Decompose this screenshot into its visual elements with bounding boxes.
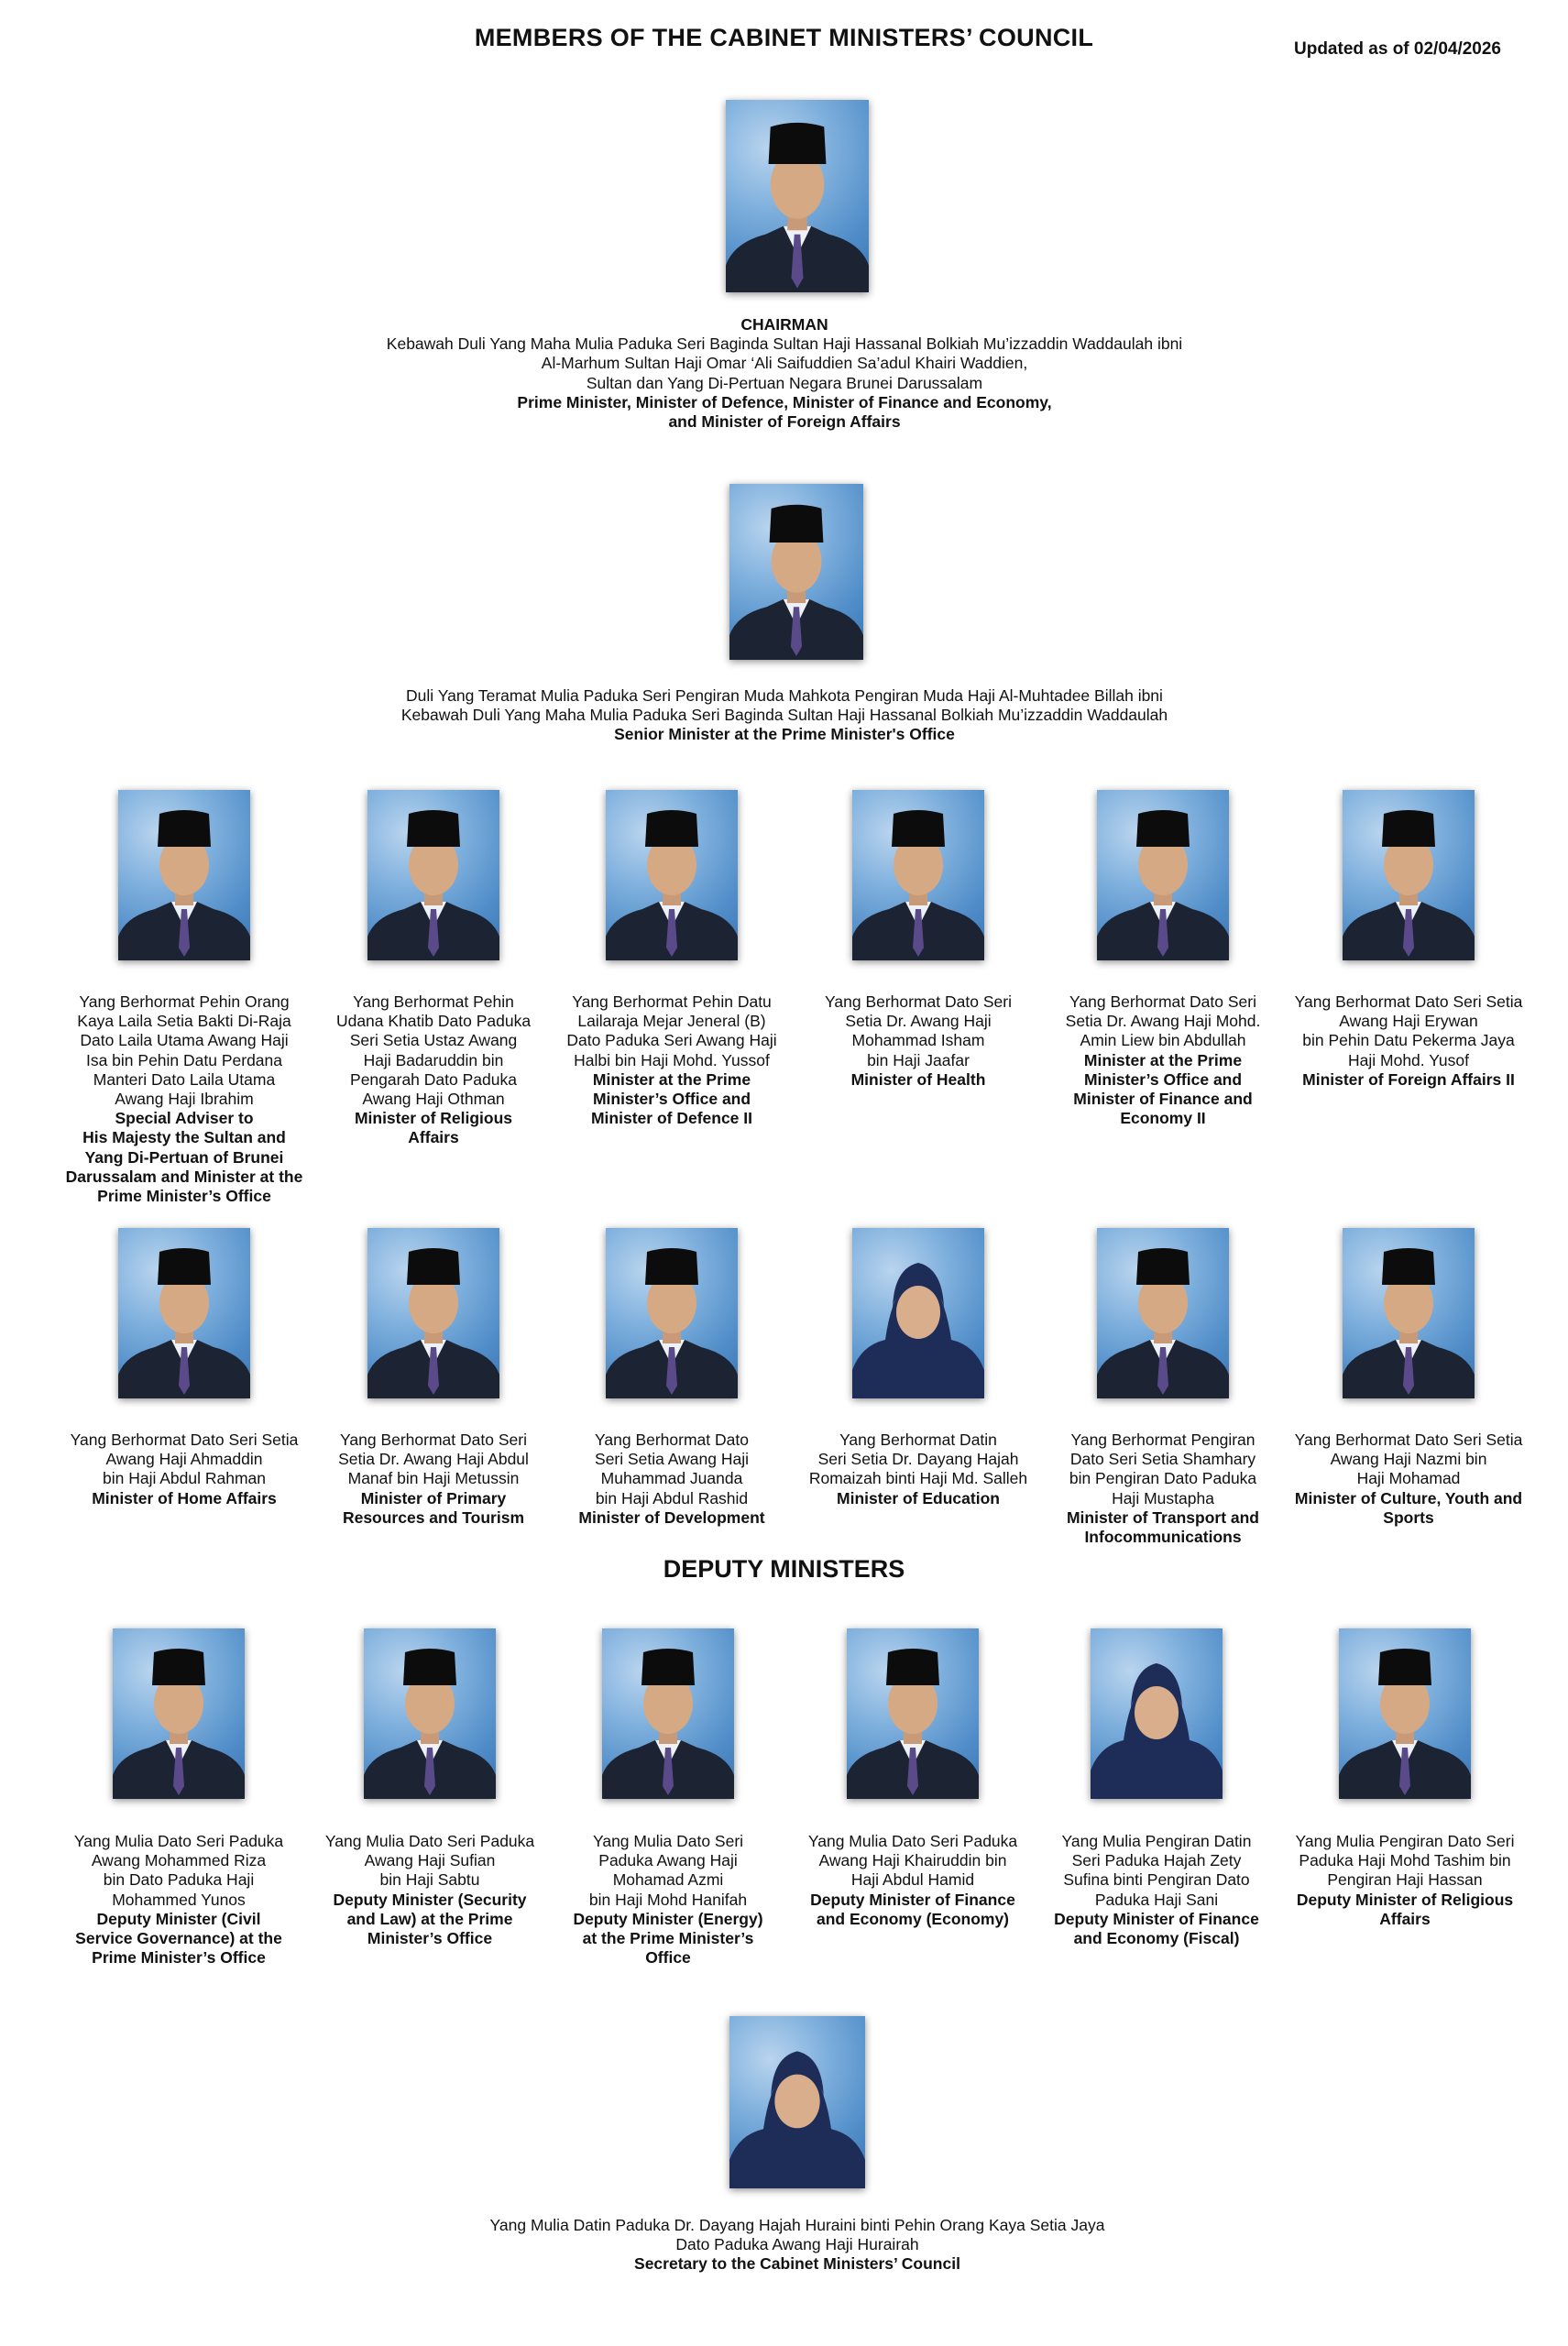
deputy-portrait xyxy=(113,1628,245,1799)
deputy-name: Yang Mulia Dato Seri Paduka Awang Haji Khairuddin bin Haji Abdul Hamid xyxy=(807,1832,1018,1890)
chairman-caption xyxy=(326,315,1243,432)
minister-role: Minister of Foreign Affairs II xyxy=(1302,1069,1515,1089)
minister-caption xyxy=(1035,992,1291,1128)
minister-caption xyxy=(305,1431,562,1528)
deputy-role: Deputy Minister (Security and Law) at the Prime Minister’s Office xyxy=(333,1890,527,1948)
deputy-portrait xyxy=(364,1628,496,1799)
minister-name: Yang Berhormat Pehin Udana Khatib Dato Paduka Seri Setia Ustaz Awang Haji Badaruddin bin Pengarah Dato Paduka Awang Haji Othman xyxy=(335,992,532,1109)
minister-caption xyxy=(543,992,800,1128)
minister-portrait xyxy=(852,1228,984,1398)
minister-role: Minister of Home Affairs xyxy=(92,1488,277,1507)
minister-name: Yang Berhormat Pengiran Dato Seri Setia Shamhary bin Pengiran Dato Paduka Haji Mustapha xyxy=(1069,1431,1257,1507)
minister-portrait xyxy=(1097,790,1229,960)
deputy-portrait xyxy=(1339,1628,1471,1799)
minister-name: Yang Berhormat Pehin Orang Kaya Laila Setia Bakti Di-Raja Dato Laila Utama Awang Haji Isa bin Pehin Datu Perdana Manteri Dato Laila Utama Awang Haji Ibrahim xyxy=(77,992,291,1109)
deputy-name: Yang Mulia Dato Seri Paduka Awang Mohammed Riza bin Dato Paduka Haji Mohammed Yunos xyxy=(73,1832,284,1909)
deputy-caption xyxy=(302,1832,558,1948)
deputy-caption xyxy=(50,1832,307,1968)
updated-date: Updated as of 02/04/2026 xyxy=(1294,39,1501,59)
secretary-portrait xyxy=(729,2016,865,2188)
deputy-role: Deputy Minister of Religious Affairs xyxy=(1296,1890,1514,1928)
minister-role: Minister of Development xyxy=(578,1507,765,1527)
secretary-name: Yang Mulia Datin Paduka Dr. Dayang Hajah Huraini binti Pehin Orang Kaya Setia Jaya Dato Paduka Awang Haji Hurairah xyxy=(489,2216,1105,2254)
minister-name: Yang Berhormat Dato Seri Setia Awang Haji Ahmaddin bin Haji Abdul Rahman xyxy=(70,1431,299,1488)
deputy-ministers-heading: DEPUTY MINISTERS xyxy=(663,1555,905,1583)
minister-caption xyxy=(56,1431,313,1508)
minister-role: Minister of Health xyxy=(850,1069,986,1089)
deputy-portrait xyxy=(1091,1628,1223,1799)
minister-portrait xyxy=(118,790,250,960)
minister-name: Yang Berhormat Dato Seri Setia Awang Haji Erywan bin Pehin Datu Pekerma Jaya Haji Mohd. Yusof xyxy=(1294,992,1523,1069)
page-title: MEMBERS OF THE CABINET MINISTERS’ COUNCIL xyxy=(474,24,1094,51)
minister-name: Yang Berhormat Dato Seri Setia Awang Haji Nazmi bin Haji Mohamad xyxy=(1294,1431,1523,1488)
minister-name: Yang Berhormat Dato Seri Setia Dr. Awang Haji Abdul Manaf bin Haji Metussin xyxy=(338,1431,529,1488)
deputy-name: Yang Mulia Pengiran Dato Seri Paduka Haji Mohd Tashim bin Pengiran Haji Hassan xyxy=(1295,1832,1515,1890)
deputy-portrait xyxy=(602,1628,734,1799)
deputy-role: Deputy Minister (Civil Service Governance) at the Prime Minister’s Office xyxy=(75,1909,282,1968)
senior-minister-portrait xyxy=(729,484,863,660)
minister-caption xyxy=(790,1431,1047,1508)
minister-name: Yang Berhormat Dato Seri Setia Dr. Awang Haji Mohd. Amin Liew bin Abdullah xyxy=(1065,992,1261,1050)
minister-portrait xyxy=(606,790,738,960)
minister-portrait xyxy=(1097,1228,1229,1398)
deputy-caption xyxy=(784,1832,1041,1929)
minister-role: Minister of Culture, Youth and Sports xyxy=(1294,1488,1523,1527)
minister-role: Special Adviser to His Majesty the Sultan and Yang Di-Pertuan of Brunei Darussalam and Minister at the Prime Minister’s Office xyxy=(65,1109,303,1206)
chairman-portrait xyxy=(726,100,869,292)
minister-name: Yang Berhormat Pehin Datu Lailaraja Mejar Jeneral (B) Dato Paduka Seri Awang Haji Halbi bin Haji Mohd. Yussof xyxy=(566,992,777,1069)
minister-role: Minister of Primary Resources and Tourism xyxy=(342,1488,525,1527)
minister-portrait xyxy=(852,790,984,960)
minister-caption xyxy=(790,992,1047,1090)
secretary-role: Secretary to the Cabinet Ministers’ Council xyxy=(634,2254,960,2274)
deputy-name: Yang Mulia Dato Seri Paduka Awang Haji Sufian bin Haji Sabtu xyxy=(324,1832,535,1890)
minister-name: Yang Berhormat Datin Seri Setia Dr. Dayang Hajah Romaizah binti Haji Md. Salleh xyxy=(808,1431,1028,1488)
secretary-caption xyxy=(339,2216,1255,2275)
deputy-name: Yang Mulia Dato Seri Paduka Awang Haji Mohamad Azmi bin Haji Mohd Hanifah xyxy=(588,1832,748,1909)
minister-portrait xyxy=(367,790,499,960)
minister-portrait xyxy=(367,1228,499,1398)
deputy-role: Deputy Minister of Finance and Economy (Economy) xyxy=(810,1890,1015,1928)
minister-caption xyxy=(305,992,562,1148)
chairman-heading: CHAIRMAN xyxy=(740,315,828,334)
deputy-name: Yang Mulia Pengiran Datin Seri Paduka Hajah Zety Sufina binti Pengiran Dato Paduka Haji Sani xyxy=(1061,1832,1252,1909)
chairman-role: Prime Minister, Minister of Defence, Minister of Finance and Economy, and Minister of Foreign Affairs xyxy=(517,392,1052,432)
minister-caption xyxy=(543,1431,800,1528)
minister-role: Minister at the Prime Minister’s Office and Minister of Defence II xyxy=(590,1069,752,1128)
minister-role: Minister of Transport and Infocommunications xyxy=(1066,1507,1260,1547)
minister-caption xyxy=(56,992,313,1206)
chairman-name: Kebawah Duli Yang Maha Mulia Paduka Seri Baginda Sultan Haji Hassanal Bolkiah Mu’izzaddin Waddaulah ibni Al-Marhum Sultan Haji Omar ‘Ali Saifuddien Sa’adul Khairi Waddien, Sultan dan Yang Di-Pertuan Negara Brunei Darussalam xyxy=(386,334,1183,392)
senior-minister-caption xyxy=(326,686,1243,745)
deputy-caption xyxy=(540,1832,796,1968)
minister-role: Minister of Education xyxy=(837,1488,1000,1507)
minister-name: Yang Berhormat Dato Seri Setia Dr. Awang Haji Mohammad Isham bin Haji Jaafar xyxy=(825,992,1012,1069)
minister-portrait xyxy=(606,1228,738,1398)
deputy-role: Deputy Minister (Energy) at the Prime Minister’s Office xyxy=(573,1909,763,1968)
minister-caption xyxy=(1280,1431,1537,1528)
deputy-caption xyxy=(1277,1832,1533,1929)
senior-minister-role: Senior Minister at the Prime Minister's Office xyxy=(614,725,955,744)
minister-caption xyxy=(1280,992,1537,1090)
minister-caption xyxy=(1035,1431,1291,1547)
deputy-role: Deputy Minister of Finance and Economy (Fiscal) xyxy=(1054,1909,1259,1948)
minister-portrait xyxy=(118,1228,250,1398)
senior-minister-name: Duli Yang Teramat Mulia Paduka Seri Pengiran Muda Mahkota Pengiran Muda Haji Al-Muhtadee Billah ibni Kebawah Duli Yang Maha Mulia Paduka Seri Baginda Sultan Haji Hassanal Bolkiah Mu’izzaddin Waddaulah xyxy=(400,686,1168,725)
deputy-caption xyxy=(1028,1832,1285,1948)
minister-name: Yang Berhormat Dato Seri Setia Awang Haji Muhammad Juanda bin Haji Abdul Rashid xyxy=(595,1431,749,1507)
deputy-portrait xyxy=(847,1628,979,1799)
minister-role: Minister of Religious Affairs xyxy=(354,1109,513,1147)
minister-portrait xyxy=(1343,790,1475,960)
minister-role: Minister at the Prime Minister’s Office and Minister of Finance and Economy II xyxy=(1073,1050,1253,1128)
minister-portrait xyxy=(1343,1228,1475,1398)
